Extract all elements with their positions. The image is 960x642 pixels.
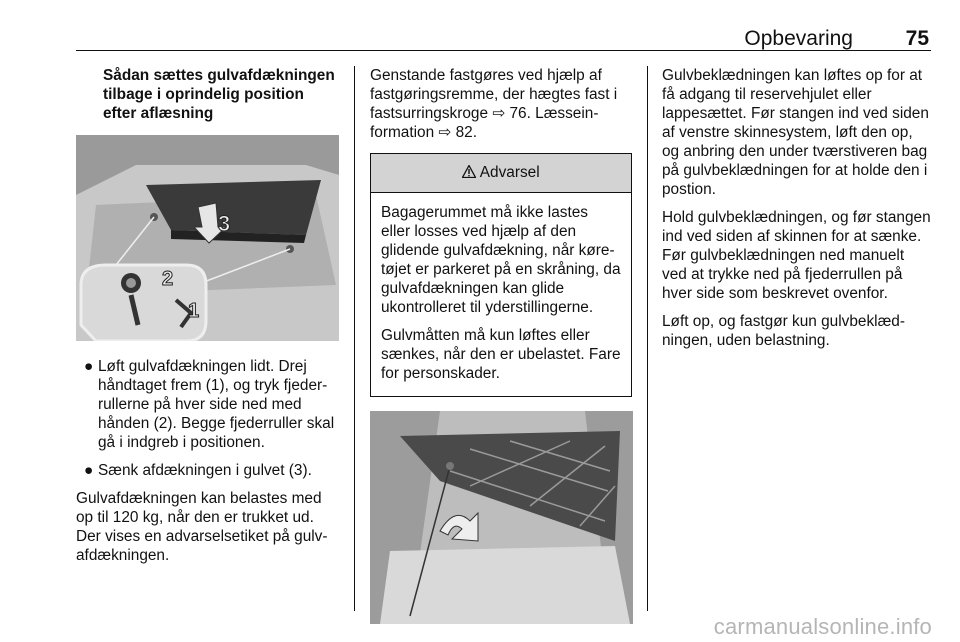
warning-title: Advarsel — [479, 164, 540, 181]
instruction-list — [76, 357, 340, 480]
bullet-icon: ● — [84, 462, 94, 479]
column-divider — [647, 66, 648, 611]
column-2 — [370, 66, 632, 624]
watermark: carmanualsonline.info — [713, 614, 932, 639]
figure-label-2: 2 — [162, 268, 174, 290]
column-divider — [354, 66, 355, 611]
page-title: Opbevaring — [744, 27, 853, 50]
body-paragraph: Gulvafdækningen kan belastes med op til 120 kg, når den er trukket ud. Der vises en advarselsetiket på gulvafdækningen. — [76, 490, 328, 564]
body-paragraph: Gulvbeklædningen kan løftes op for at få adgang til reservehjulet eller lappesættet. Før stangen ind ved siden af venstre skinnesystem, løft den op, og anbring den under tværstiveren bag på gulvbeklædningen for at holde den i postion. — [662, 67, 929, 198]
body-paragraph: Løft op, og fastgør kun gulvbeklædningen, uden belastning. — [662, 313, 905, 349]
section-subheading: Sådan sættes gulvafdækningen tilbage i oprindelig position efter aflæsning — [103, 67, 335, 122]
figure-label-3: 3 — [218, 211, 231, 236]
body-paragraph: Hold gulvbeklædningen, og før stangen ind ved siden af skinnen for at sænke. Før gulvbeklædningen ned manuelt ved at trykke ned på fjederrullen på hver side som beskrevet ovenfor. — [662, 209, 931, 302]
bullet-icon: ● — [84, 358, 94, 375]
floor-cover-illustration — [76, 135, 339, 341]
warning-paragraph: Bagagerummet må ikke lastes eller losses ved hjælp af den glidende gulvafdækning, når køretøjet er parkeret på en skråning, da gulvafdækningen kan glide ukontrolleret til yderstillingerne. — [381, 204, 621, 316]
page-number: 75 — [905, 27, 929, 50]
column-3 — [662, 66, 932, 359]
cargo-floor-lifted-illustration — [370, 411, 633, 624]
warning-paragraph: Gulvmåtten må kun løftes eller sænkes, når den er ubelastet. Fare for personskader. — [381, 327, 621, 382]
page-header — [76, 26, 931, 51]
list-item: ● Sænk afdækningen i gulvet (3). — [84, 462, 312, 479]
column-1 — [76, 66, 340, 574]
warning-box — [370, 153, 632, 397]
list-item: ● Løft gulvafdækningen lidt. Drej håndtaget frem (1), og tryk fjederrullerne på hver side ned med hånden (2). Begge fjederruller skal gå i indgreb i positionen. — [84, 358, 335, 451]
warning-header — [371, 154, 631, 193]
body-paragraph: Genstande fastgøres ved hjælp af fastgøringsremme, der hægtes fast i fastsurringskroge ⇨ 76. Læsseinformation ⇨ 82. — [370, 67, 618, 141]
warning-triangle-icon — [462, 164, 479, 181]
figure-label-1: 1 — [188, 300, 200, 322]
warning-body — [371, 193, 631, 396]
